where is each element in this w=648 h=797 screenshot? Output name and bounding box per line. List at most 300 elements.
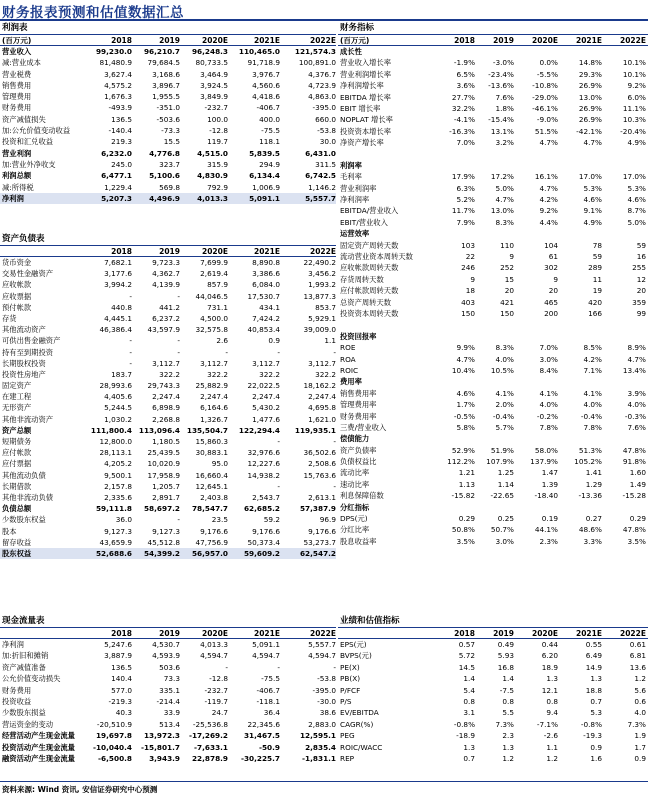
ratios-row-label: 负债权益比 <box>340 457 377 467</box>
income-cell: 3,627.4 <box>104 69 132 79</box>
income-cell: 1,006.9 <box>252 182 280 192</box>
ratios-cell <box>475 319 514 330</box>
ratios-cell: 289 <box>588 263 602 273</box>
balance-cell: 17,958.9 <box>147 470 180 480</box>
balance-row-label: 应收票据 <box>2 291 32 301</box>
income-cell: 99,230.0 <box>95 47 132 56</box>
ratios-row <box>338 502 648 513</box>
cashflow-row <box>0 639 336 650</box>
ratios-cell: 58.0% <box>534 445 558 455</box>
cashflow-cell: -232.7 <box>204 685 228 695</box>
cashflow-cell: -214.4 <box>156 696 180 706</box>
ratios-cell: 29.3% <box>578 69 602 79</box>
balance-cell: 2,268.8 <box>152 414 180 424</box>
balance-cell: 6,164.6 <box>200 403 228 413</box>
income-row-label: 减:营业成本 <box>2 58 41 68</box>
valuation-cell: 4.0 <box>634 708 646 718</box>
balance-cell: 113,096.4 <box>138 425 180 435</box>
balance-cell: 2,508.6 <box>308 459 336 469</box>
balance-cell: 857.9 <box>207 280 228 290</box>
ratios-cell <box>514 149 558 160</box>
ratios-cell: 91.8% <box>622 457 646 467</box>
ratios-row <box>338 57 648 68</box>
ratios-row <box>338 183 648 194</box>
ratios-row <box>338 217 648 228</box>
balance-row-label: 长期借款 <box>2 481 32 491</box>
ratios-cell: 17.0% <box>622 172 646 182</box>
balance-cell: 18,162.2 <box>303 381 336 391</box>
cashflow-cell: 13,972.3 <box>143 731 180 741</box>
ratios-cell: 3.5% <box>627 536 646 546</box>
ratios-cell: 1.41 <box>585 468 602 478</box>
balance-cell: 6,898.9 <box>152 403 180 413</box>
valuation-cell: 6.49 <box>585 651 602 661</box>
valuation-year-header: 2021E <box>576 629 602 638</box>
ratios-cell: 78 <box>592 240 602 250</box>
valuation-row-label: ROIC/WACC <box>340 742 383 752</box>
balance-cell: 2,619.4 <box>200 269 228 279</box>
cashflow-cell: - <box>333 662 336 672</box>
cashflow-year-header: 2021E <box>254 629 280 638</box>
balance-cell: 30,883.1 <box>195 448 228 458</box>
ratios-cell: 104 <box>544 240 558 250</box>
ratios-cell: -0.5% <box>453 411 475 421</box>
ratios-row-label: 应收帐款周转天数 <box>340 263 399 273</box>
ratios-cell: 9 <box>470 274 475 284</box>
balance-cell: 3,994.2 <box>104 280 132 290</box>
ratios-cell: -4.1% <box>453 115 475 125</box>
income-cell: 6,232.0 <box>101 148 132 158</box>
cashflow-table <box>0 615 336 764</box>
income-cell: 96,248.3 <box>191 47 228 56</box>
ratios-cell <box>475 331 514 342</box>
ratios-row <box>338 194 648 205</box>
valuation-year-header: 2019 <box>493 629 514 638</box>
valuation-cell: 1.4 <box>502 674 514 684</box>
ratios-cell: 47.8% <box>622 445 646 455</box>
ratios-row <box>338 251 648 262</box>
cashflow-cell: 3,943.9 <box>149 753 180 763</box>
ratios-row <box>338 171 648 182</box>
balance-row <box>0 279 336 290</box>
ratios-row <box>338 411 648 422</box>
income-cell: -503.6 <box>156 114 180 124</box>
ratios-cell: 7.8% <box>539 422 558 432</box>
ratios-cell: 11.1% <box>622 103 646 113</box>
ratios-row-label: ROIC <box>340 365 359 375</box>
balance-row <box>0 526 336 537</box>
ratios-cell: 7.0% <box>456 138 475 148</box>
cashflow-cell: 577.0 <box>111 685 132 695</box>
ratios-cell: -0.2% <box>536 411 558 421</box>
ratios-row-label: EBITDA 增长率 <box>340 92 391 102</box>
balance-cell: 3,112.7 <box>308 358 336 368</box>
income-cell: 5,557.7 <box>305 193 336 203</box>
ratios-row-label: 投资资本周转天数 <box>340 308 399 318</box>
balance-cell: 322.2 <box>159 369 180 379</box>
income-row-label: 销售费用 <box>2 80 32 90</box>
ratios-cell <box>422 331 475 342</box>
ratios-cell: 7.0% <box>539 343 558 353</box>
ratios-cell: 5.7% <box>495 422 514 432</box>
balance-cell: - <box>177 347 180 357</box>
valuation-cell: 1.3 <box>590 674 602 684</box>
balance-cell: 1.1 <box>324 336 336 346</box>
income-row-label: 加:公允价值变动收益 <box>2 126 71 136</box>
ratios-cell: 7.9% <box>456 217 475 227</box>
income-row-label: 财务费用 <box>2 103 32 113</box>
ratios-cell: 9.2% <box>627 81 646 91</box>
ratios-cell: 1.21 <box>458 468 475 478</box>
ratios-cell: 9 <box>553 274 558 284</box>
income-row <box>0 182 336 193</box>
ratios-row <box>338 513 648 524</box>
valuation-year-header: 2018 <box>454 629 475 638</box>
cashflow-row <box>0 662 336 673</box>
ratios-row-label: ROE <box>340 343 356 353</box>
income-row-label: 加:营业外净收支 <box>2 159 56 169</box>
income-cell: 3,849.9 <box>200 92 228 102</box>
balance-row <box>0 481 336 492</box>
ratios-cell: 32.2% <box>451 103 475 113</box>
income-row-label: 营业税费 <box>2 69 32 79</box>
cashflow-cell: 140.4 <box>111 674 132 684</box>
income-cell: 6,431.0 <box>305 148 336 158</box>
ratios-cell <box>475 502 514 513</box>
valuation-cell: 0.61 <box>629 640 646 649</box>
balance-cell: 2.6 <box>216 336 228 346</box>
cashflow-cell: 22,345.6 <box>247 719 280 729</box>
ratios-cell: 2.0% <box>495 400 514 410</box>
ratios-cell: 4.0% <box>539 400 558 410</box>
income-cell: 3,924.5 <box>200 80 228 90</box>
balance-cell: 9,723.3 <box>152 258 180 267</box>
ratios-cell: 1.8% <box>495 103 514 113</box>
balance-row-label: 持有至到期投资 <box>2 347 54 357</box>
ratios-cell: 8.9% <box>627 343 646 353</box>
valuation-row <box>338 696 648 707</box>
ratios-row-label: ROA <box>340 354 356 364</box>
ratios-cell: 4.7% <box>539 138 558 148</box>
valuation-cell: 0.57 <box>458 640 475 649</box>
cashflow-cell: 4,594.7 <box>200 651 228 661</box>
ratios-cell: 47.8% <box>622 525 646 535</box>
cashflow-cell: -53.8 <box>317 674 336 684</box>
balance-cell: 12,227.6 <box>247 459 280 469</box>
balance-cell: 5,430.2 <box>252 403 280 413</box>
balance-row <box>0 470 336 481</box>
income-cell: 96,210.7 <box>143 47 180 56</box>
income-cell: 79,684.5 <box>147 58 180 68</box>
balance-cell: 4,445.1 <box>104 313 132 323</box>
balance-year-header: 2019 <box>159 247 180 256</box>
balance-cell: 9,127.3 <box>104 526 132 536</box>
balance-row-label: 资产总额 <box>2 425 32 435</box>
valuation-cell: 1.2 <box>502 753 514 763</box>
income-cell: 4,575.2 <box>104 80 132 90</box>
ratios-cell: 3.6% <box>456 81 475 91</box>
ratios-row-label: 财务费用率 <box>340 411 377 421</box>
ratios-cell <box>514 502 558 513</box>
valuation-cell: 5.5 <box>502 708 514 718</box>
income-row <box>0 91 336 102</box>
ratios-cell: 4.2% <box>583 354 602 364</box>
ratios-cell: 26.9% <box>578 103 602 113</box>
balance-cell: - <box>333 437 336 446</box>
ratios-row-label: 净利润率 <box>340 195 370 205</box>
ratios-cell <box>558 502 602 513</box>
valuation-cell: 0.8 <box>546 696 558 706</box>
ratios-cell <box>602 331 646 342</box>
valuation-cell: 9.4 <box>546 708 558 718</box>
balance-row <box>0 391 336 402</box>
ratios-cell <box>558 376 602 387</box>
balance-row <box>0 492 336 503</box>
valuation-row <box>338 707 648 718</box>
ratios-cell: 4.0% <box>627 400 646 410</box>
balance-cell: 731.1 <box>207 302 228 312</box>
valuation-cell: 0.55 <box>585 640 602 649</box>
balance-row-label: 留存收益 <box>2 537 32 547</box>
valuation-cell: 1.6 <box>590 753 602 763</box>
ratios-cell: 1.14 <box>497 479 514 489</box>
ratios-cell: 1.49 <box>629 479 646 489</box>
ratios-cell: 6.3% <box>456 183 475 193</box>
balance-row-label: 可供出售金融资产 <box>2 336 61 346</box>
ratios-cell: 12 <box>636 274 646 284</box>
ratios-year-header: 2018 <box>454 36 475 45</box>
cashflow-cell: 4,530.7 <box>152 640 180 649</box>
income-cell: 4,560.6 <box>252 80 280 90</box>
balance-header-row <box>0 246 336 257</box>
cashflow-cell: 31,467.5 <box>243 731 280 741</box>
valuation-cell: 5.72 <box>458 651 475 661</box>
cashflow-cell: - <box>225 662 228 672</box>
income-cell: -140.4 <box>108 126 132 136</box>
cashflow-cell: -17,269.2 <box>188 731 228 741</box>
ratios-row-label: 利润率 <box>340 160 362 170</box>
income-year-header: 2022E <box>310 36 336 45</box>
income-cell: 569.8 <box>159 182 180 192</box>
ratios-row-label: 运营效率 <box>340 229 370 239</box>
ratios-cell <box>422 319 475 330</box>
ratios-cell <box>558 160 602 171</box>
income-row-label: 利润总额 <box>2 171 32 181</box>
cashflow-year-header: 2020E <box>202 629 228 638</box>
ratios-cell: 6.5% <box>456 69 475 79</box>
balance-row <box>0 324 336 335</box>
ratios-cell <box>422 160 475 171</box>
valuation-cell: 1.2 <box>546 753 558 763</box>
valuation-row-label: CAGR(%) <box>340 719 374 729</box>
cashflow-cell: 73.3 <box>163 674 180 684</box>
ratios-row <box>338 103 648 114</box>
balance-cell: 45,512.8 <box>147 537 180 547</box>
ratios-cell <box>475 46 514 57</box>
balance-row-label: 应付票据 <box>2 459 32 469</box>
cashflow-cell: 4,593.9 <box>152 651 180 661</box>
balance-cell: 29,743.3 <box>147 381 180 391</box>
ratios-cell: 3.2% <box>495 138 514 148</box>
ratios-cell: 1.39 <box>541 479 558 489</box>
balance-row <box>0 425 336 436</box>
ratios-cell: 50.7% <box>490 525 514 535</box>
income-cell: 110,465.0 <box>238 47 280 56</box>
income-cell: 5,839.5 <box>249 148 280 158</box>
ratios-row-label: 股息收益率 <box>340 536 377 546</box>
income-cell: 4,515.0 <box>197 148 228 158</box>
ratios-cell: 150 <box>500 308 514 318</box>
income-cell: 4,830.9 <box>197 171 228 181</box>
balance-cell: 59,111.8 <box>95 504 132 514</box>
ratios-row-label: 营业收入增长率 <box>340 58 392 68</box>
ratios-cell: 10.1% <box>622 69 646 79</box>
income-cell: 4,863.0 <box>308 92 336 102</box>
ratios-row <box>338 524 648 535</box>
ratios-cell: 61 <box>548 252 558 262</box>
valuation-cell: -19.3 <box>583 731 602 741</box>
balance-row <box>0 380 336 391</box>
balance-cell: 14,938.2 <box>247 470 280 480</box>
ratios-cell: 246 <box>461 263 475 273</box>
balance-row-label: 负债总额 <box>2 504 32 514</box>
valuation-row-label: PE(X) <box>340 662 360 672</box>
income-cell: -493.9 <box>108 103 132 113</box>
balance-cell: 16,660.4 <box>195 470 228 480</box>
ratios-cell: 4.9% <box>627 138 646 148</box>
ratios-row <box>338 376 648 387</box>
balance-cell: 3,112.7 <box>152 358 180 368</box>
balance-row-label: 预付帐款 <box>2 302 32 312</box>
cashflow-row-label: 净利润 <box>2 640 24 649</box>
cashflow-cell: 136.5 <box>111 662 132 672</box>
balance-cell: 1,477.6 <box>252 414 280 424</box>
balance-cell: 7,682.1 <box>104 258 132 267</box>
balance-cell: 2,403.8 <box>200 492 228 502</box>
footer-rule <box>0 781 648 782</box>
ratios-row <box>338 399 648 410</box>
balance-cell: 44,046.5 <box>195 291 228 301</box>
balance-cell: 2,543.7 <box>252 492 280 502</box>
income-cell: 792.9 <box>207 182 228 192</box>
balance-cell: 322.2 <box>259 369 280 379</box>
balance-row <box>0 257 336 268</box>
ratios-cell: 1.13 <box>458 479 475 489</box>
cashflow-cell: -119.7 <box>204 696 228 706</box>
balance-cell: 9,500.1 <box>104 470 132 480</box>
financial-ratios-table <box>338 22 648 547</box>
income-cell: 91,718.9 <box>247 58 280 68</box>
cashflow-cell: 12,595.1 <box>299 731 336 741</box>
valuation-cell: 0.49 <box>497 640 514 649</box>
income-cell: 315.9 <box>207 159 228 169</box>
ratios-cell: 15 <box>504 274 514 284</box>
ratios-cell: 14.8% <box>578 58 602 68</box>
ratios-cell: 20 <box>636 286 646 296</box>
ratios-cell: 4.0% <box>495 354 514 364</box>
ratios-row <box>338 240 648 251</box>
ratios-cell <box>602 160 646 171</box>
ratios-row-label: 存货周转天数 <box>340 274 384 284</box>
income-cell: 3,464.9 <box>200 69 228 79</box>
ratios-cell: 19 <box>592 286 602 296</box>
valuation-cell: 1.7 <box>634 742 646 752</box>
cashflow-cell: -30.0 <box>317 696 336 706</box>
balance-cell: 4,405.6 <box>104 392 132 402</box>
balance-cell: 9,176.6 <box>252 526 280 536</box>
cashflow-cell: 2,883.0 <box>308 719 336 729</box>
income-cell: 1,955.5 <box>152 92 180 102</box>
income-row <box>0 102 336 113</box>
ratios-cell <box>602 149 646 160</box>
cashflow-cell: 38.6 <box>319 708 336 718</box>
valuation-cell: 0.7 <box>463 753 475 763</box>
ratios-cell: 99 <box>636 308 646 318</box>
ratios-cell: 150 <box>461 308 475 318</box>
ratios-cell: 5.0% <box>627 217 646 227</box>
cashflow-cell: -15,801.7 <box>140 742 180 752</box>
balance-cell: - <box>333 347 336 357</box>
valuation-cell: -0.8% <box>580 719 602 729</box>
valuation-row <box>338 662 648 673</box>
ratios-cell <box>602 376 646 387</box>
cashflow-cell: -118.1 <box>256 696 280 706</box>
cashflow-cell: 33.9 <box>163 708 180 718</box>
balance-unit-label <box>0 246 79 256</box>
cashflow-unit-label <box>0 628 79 638</box>
ratios-cell: 1.29 <box>585 479 602 489</box>
ratios-cell <box>514 160 558 171</box>
cashflow-row <box>0 685 336 696</box>
ratios-row <box>338 490 648 501</box>
ratios-row <box>338 285 648 296</box>
income-cell: 15.5 <box>163 137 180 147</box>
balance-row-label: 固定资产 <box>2 381 32 391</box>
ratios-cell: 5.8% <box>456 422 475 432</box>
valuation-cell: -2.6 <box>543 731 558 741</box>
ratios-cell: 9 <box>509 252 514 262</box>
ratios-row-label: 净利润增长率 <box>340 81 384 91</box>
valuation-cell: 0.9 <box>634 753 646 763</box>
income-cell: 6,742.5 <box>305 171 336 181</box>
ratios-cell: -22.65 <box>490 491 514 501</box>
ratios-cell: 4.1% <box>539 388 558 398</box>
balance-row-label: 交易性金融资产 <box>2 269 54 279</box>
valuation-cell: 1.4 <box>463 674 475 684</box>
source-note: 资料来源: Wind 资讯, 安信证券研究中心预测 <box>2 785 158 794</box>
cashflow-row <box>0 742 336 753</box>
cashflow-cell: 5,091.1 <box>252 640 280 649</box>
cashflow-year-header: 2019 <box>159 629 180 638</box>
cashflow-cell: -50.9 <box>258 742 280 752</box>
cashflow-cell: -12.8 <box>209 674 228 684</box>
ratios-row-label <box>338 319 422 330</box>
ratios-cell: 4.7% <box>495 195 514 205</box>
ratios-row-label: 资产负债率 <box>340 445 377 455</box>
cashflow-row-label: 资产减值准备 <box>2 662 46 672</box>
valuation-cell: 6.20 <box>541 651 558 661</box>
cashflow-cell: -406.7 <box>256 685 280 695</box>
ratios-cell: 10.4% <box>451 365 475 375</box>
ratios-cell <box>558 319 602 330</box>
balance-row-label: 短期债务 <box>2 437 32 446</box>
balance-row <box>0 291 336 302</box>
ratios-cell: -16.3% <box>449 126 475 136</box>
cashflow-cell: -10,040.4 <box>92 742 132 752</box>
ratios-cell: 20 <box>504 286 514 296</box>
ratios-cell: 0.29 <box>629 514 646 524</box>
valuation-cell: 18.9 <box>541 662 558 672</box>
